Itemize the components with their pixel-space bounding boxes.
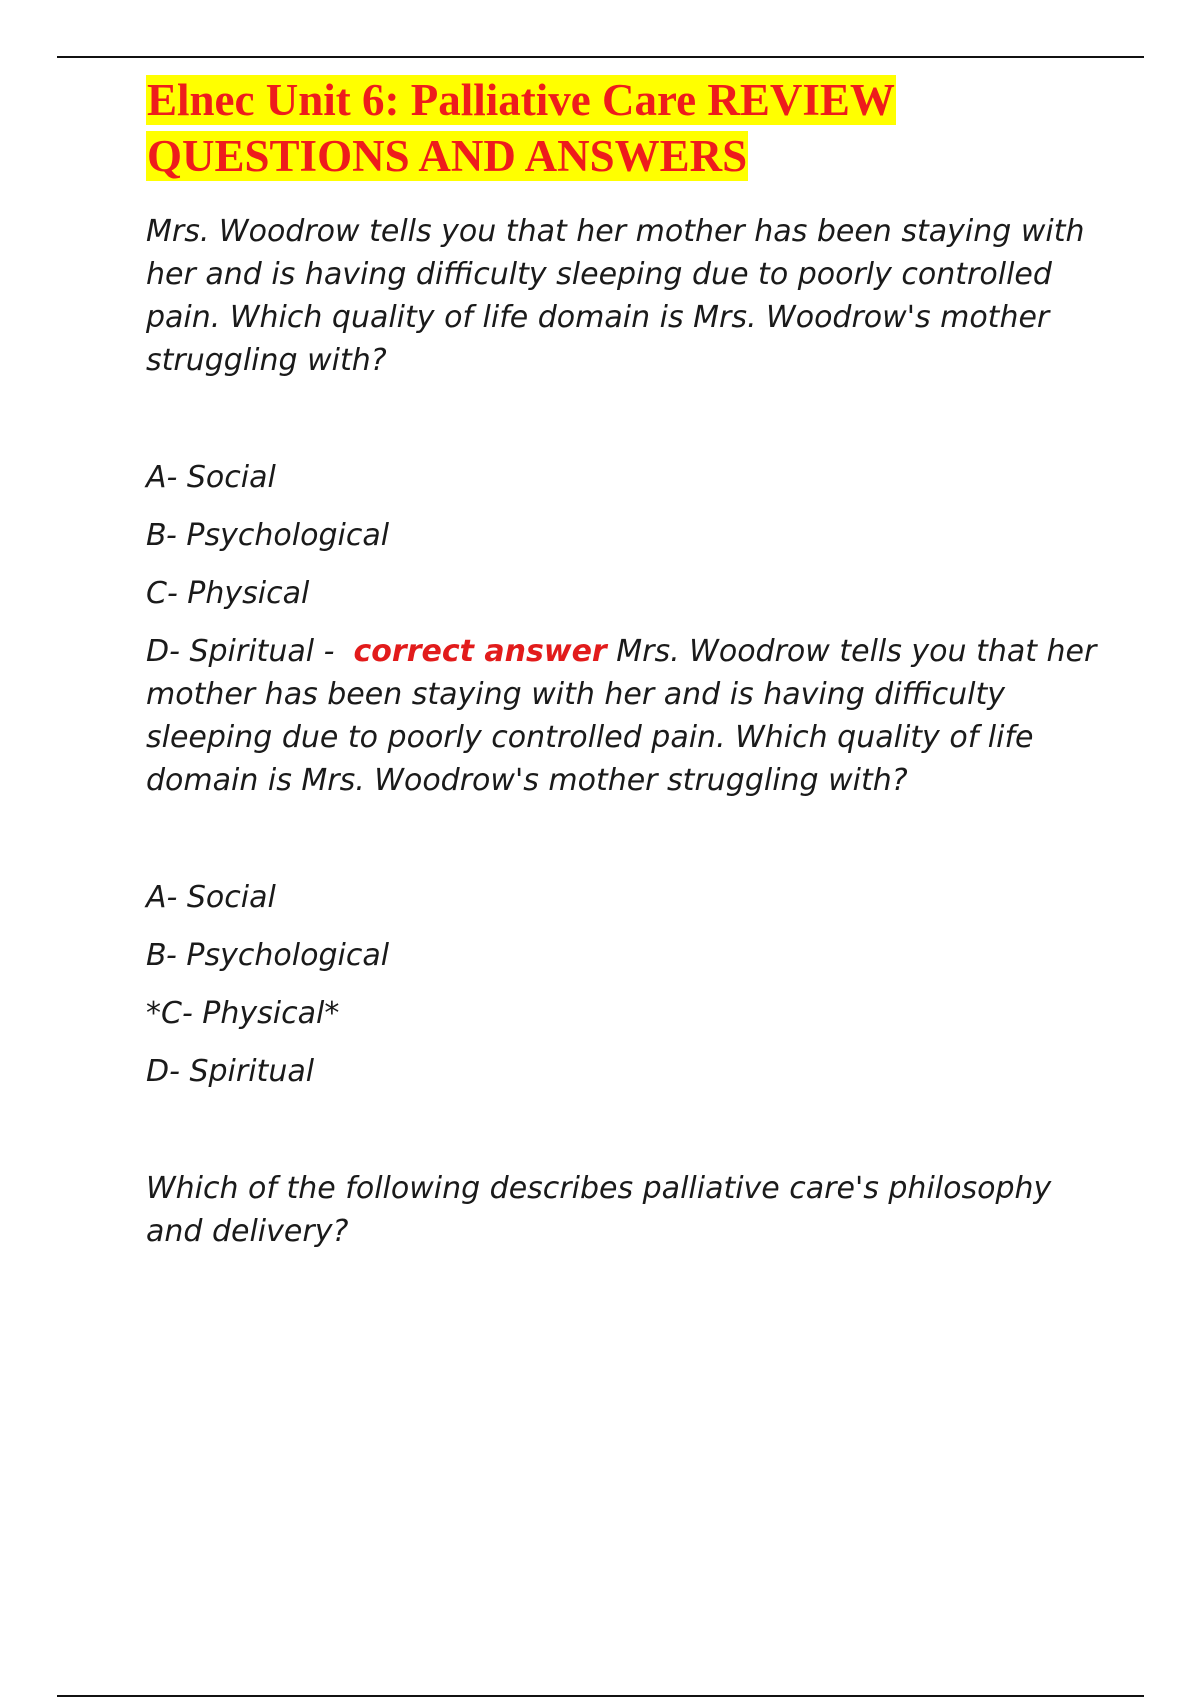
question-2-text: Which of the following describes palliative care's philosophy and delivery? bbox=[146, 1171, 1052, 1249]
answer-text: Mrs. Woodrow tells you that her mother has been staying with her and is having difficulty sleeping due to poorly controlled pain. Which quality of life domain is Mrs. Woodrow's mother struggling with? bbox=[146, 634, 1097, 798]
question-1-option-b: B- Psychological bbox=[146, 518, 390, 553]
correct-answer-label: correct answer bbox=[353, 634, 607, 669]
title-line-1: Elnec Unit 6: Palliative Care REVIEW bbox=[147, 75, 895, 125]
answer-option-c-marked: *C- Physical* bbox=[146, 996, 340, 1031]
top-rule bbox=[57, 56, 1144, 58]
question-1-option-a: A- Social bbox=[146, 460, 276, 495]
answer-option-a: A- Social bbox=[146, 880, 276, 915]
spacer bbox=[146, 802, 1106, 876]
answer-option-d: D- Spiritual bbox=[146, 1054, 315, 1089]
answer-option-b: B- Psychological bbox=[146, 938, 390, 973]
question-1-option-c: C- Physical bbox=[146, 576, 310, 611]
spacer bbox=[146, 382, 1106, 456]
bottom-rule bbox=[57, 1695, 1144, 1697]
document-title bbox=[146, 72, 1106, 184]
spacer bbox=[146, 1093, 1106, 1167]
question-1-option-d: D- Spiritual - bbox=[146, 634, 335, 669]
title-line-2: QUESTIONS AND ANSWERS bbox=[147, 131, 748, 181]
question-1-text: Mrs. Woodrow tells you that her mother has been staying with her and is having difficulty sleeping due to poorly controlled pain. Which quality of life domain is Mrs. Woodrow's mother struggling with? bbox=[146, 214, 1085, 378]
question-1-option-d-with-answer bbox=[146, 630, 1106, 802]
document-body bbox=[146, 72, 1106, 1253]
